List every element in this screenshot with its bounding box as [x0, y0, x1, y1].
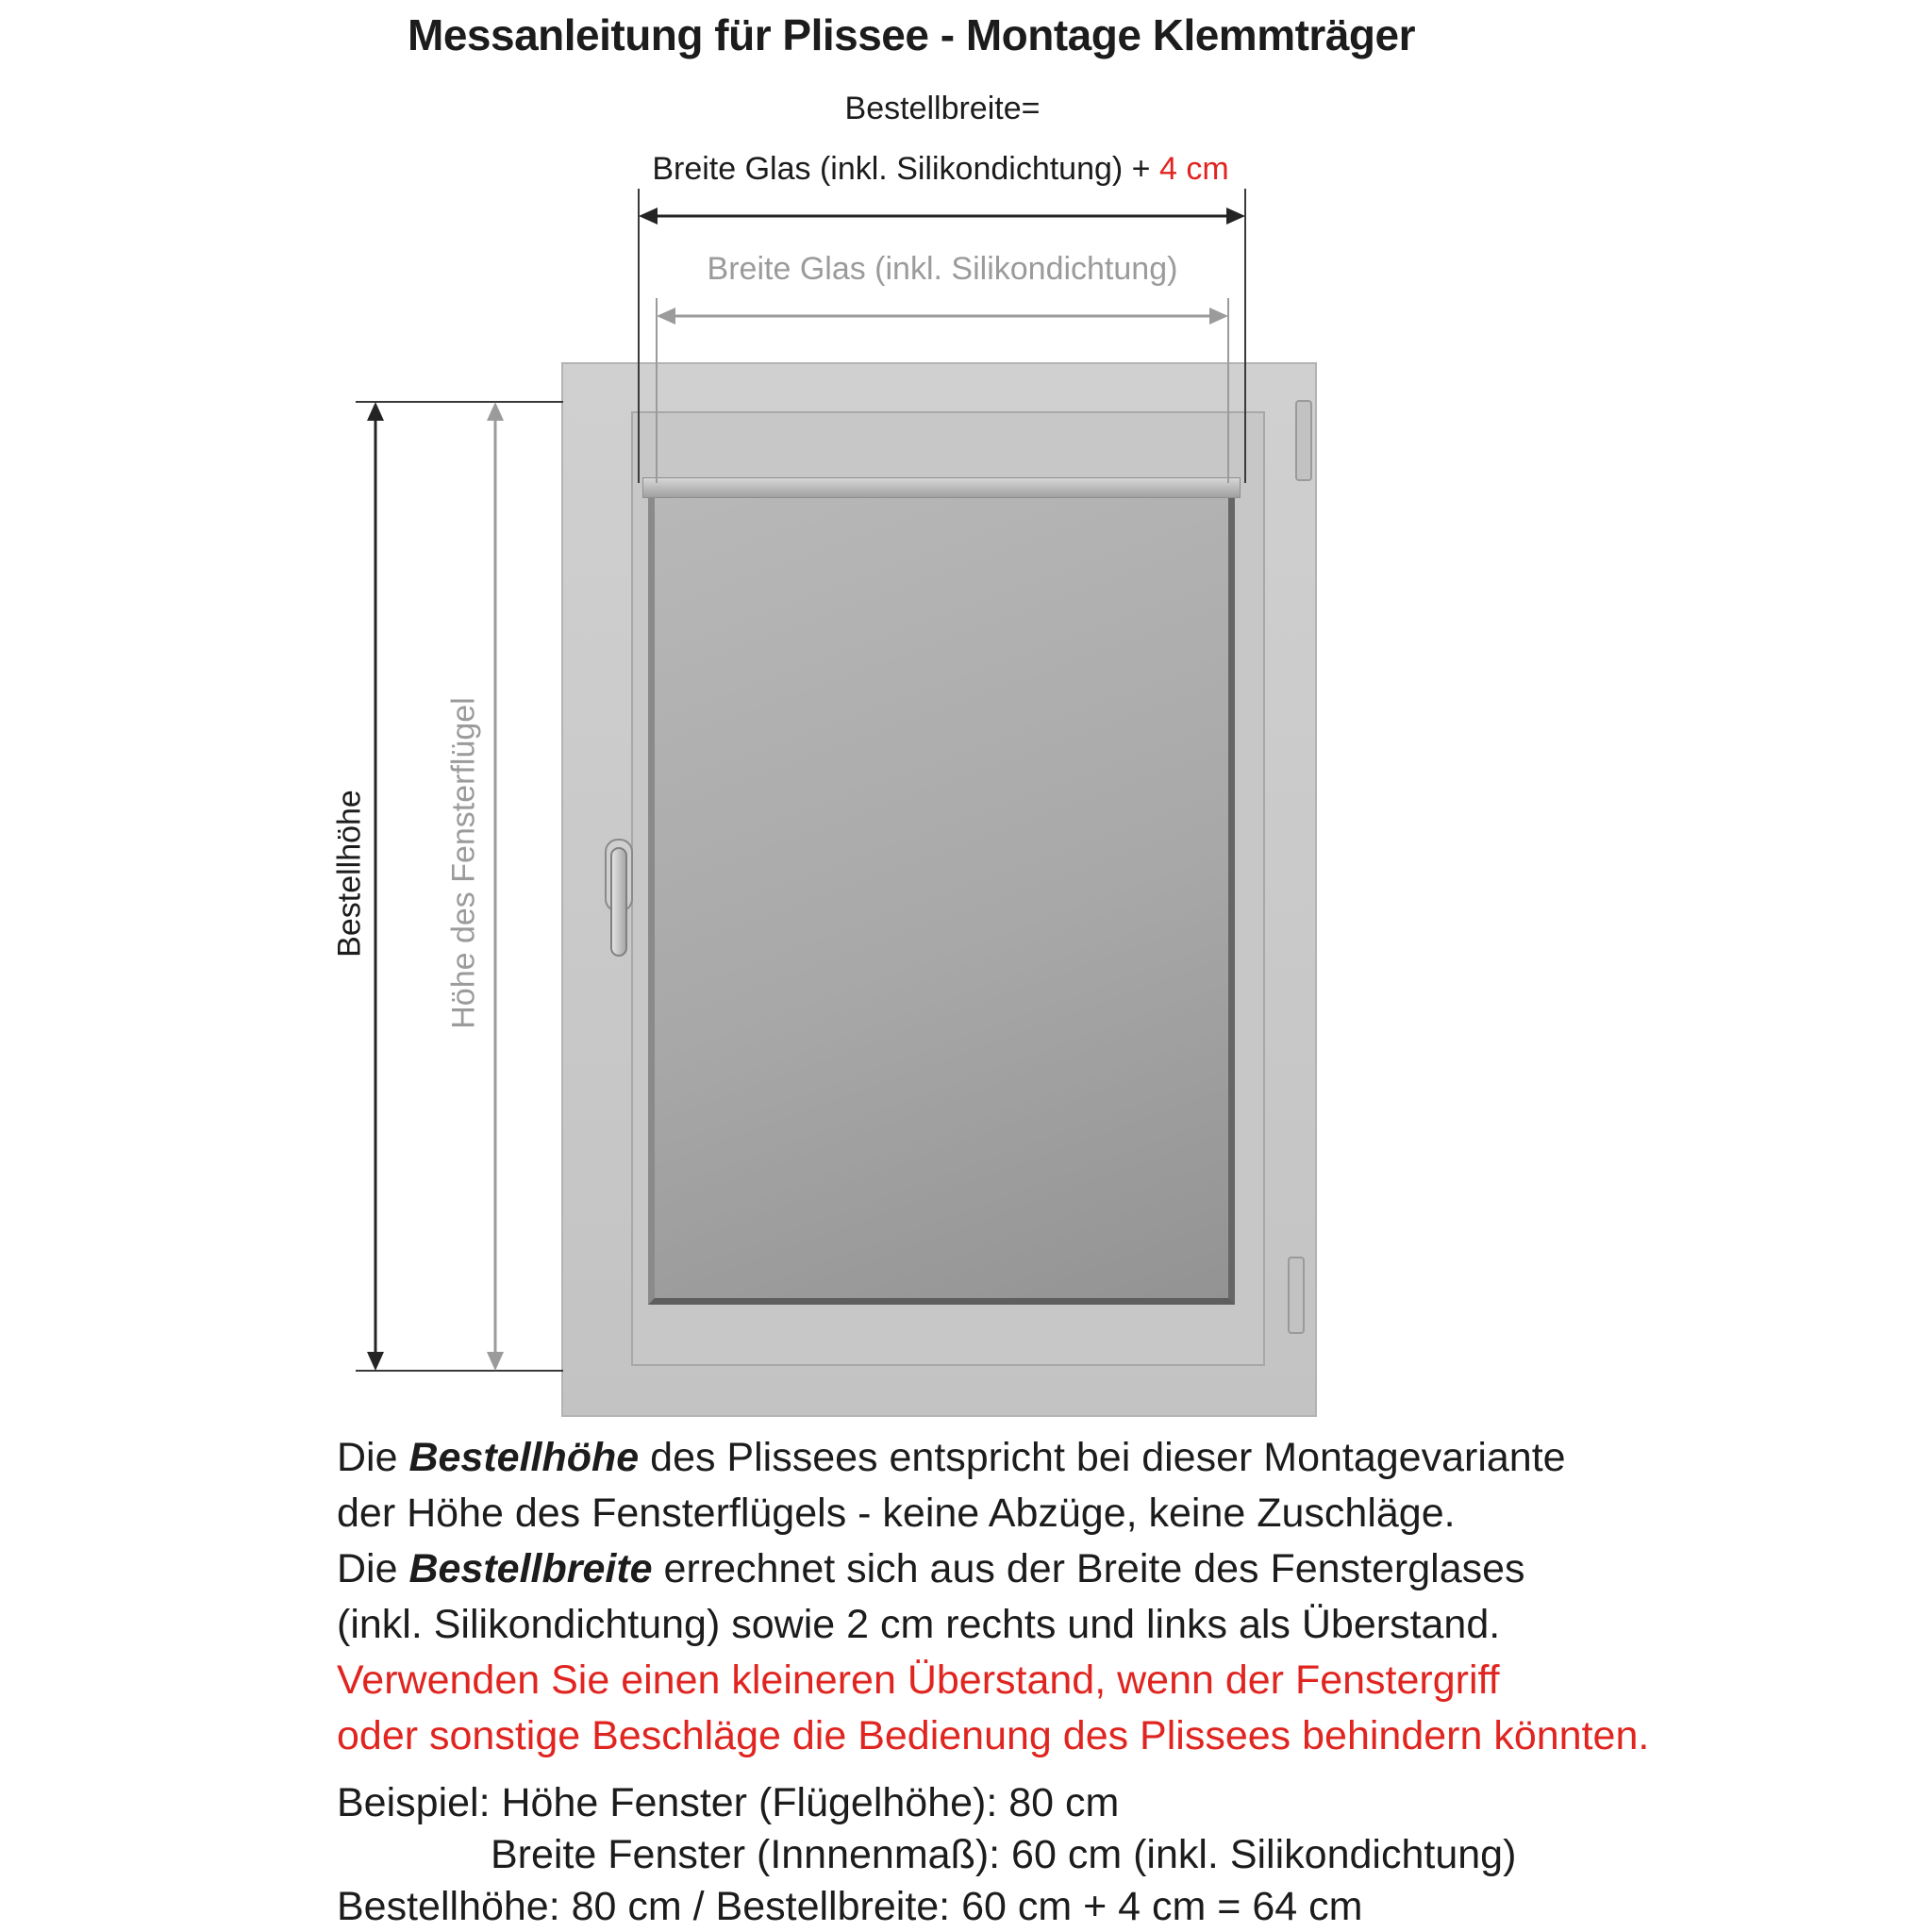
note-line-2: der Höhe des Fensterflügels - keine Abzüge, keine Zuschläge. — [337, 1491, 1456, 1536]
order-width-formula-addition: 4 cm — [1158, 151, 1229, 187]
order-width-formula — [652, 151, 1228, 188]
warning-line-2: oder sonstige Beschläge die Bedienung des Plissees behindern könnten. — [337, 1713, 1650, 1758]
note-text: des Plissees entspricht bei dieser Montagevariante — [639, 1435, 1566, 1480]
note-text: Die — [337, 1546, 409, 1591]
order-width-formula-text: Breite Glas (inkl. Silikondichtung) + — [652, 151, 1159, 187]
glass-width-arrow — [657, 308, 1228, 325]
note-line-4: (inkl. Silikondichtung) sowie 2 cm rechts und links als Überstand. — [337, 1602, 1501, 1647]
sash-height-arrow — [487, 402, 504, 1371]
page-title: Messanleitung für Plissee - Montage Klemmträger — [408, 10, 1415, 59]
order-height-arrow — [367, 402, 384, 1371]
order-width-label: Bestellbreite= — [844, 91, 1041, 126]
example-line-3: Bestellhöhe: 80 cm / Bestellbreite: 60 cm + 4 cm = 64 cm — [337, 1884, 1363, 1929]
order-height-label: Bestellhöhe — [331, 790, 368, 958]
sash-height-label: Höhe des Fensterflügel — [445, 697, 482, 1029]
note-emphasis: Bestellbreite — [408, 1546, 653, 1591]
warning-line-1: Verwenden Sie einen kleineren Überstand, wenn der Fenstergriff — [337, 1657, 1500, 1703]
example-line-1: Beispiel: Höhe Fenster (Flügelhöhe): 80 cm — [337, 1780, 1120, 1825]
extension-lines-black — [356, 189, 1245, 1371]
note-text: errechnet sich aus der Breite des Fensterglases — [652, 1546, 1525, 1591]
example-line-2: Breite Fenster (Innnenmaß): 60 cm (inkl. Silikondichtung) — [491, 1832, 1517, 1877]
note-emphasis: Bestellhöhe — [408, 1435, 640, 1480]
order-width-arrow — [639, 208, 1245, 225]
extension-lines-gray — [657, 298, 1228, 483]
glass-width-label: Breite Glas (inkl. Silikondichtung) — [707, 251, 1178, 287]
note-text: Die — [337, 1435, 409, 1480]
